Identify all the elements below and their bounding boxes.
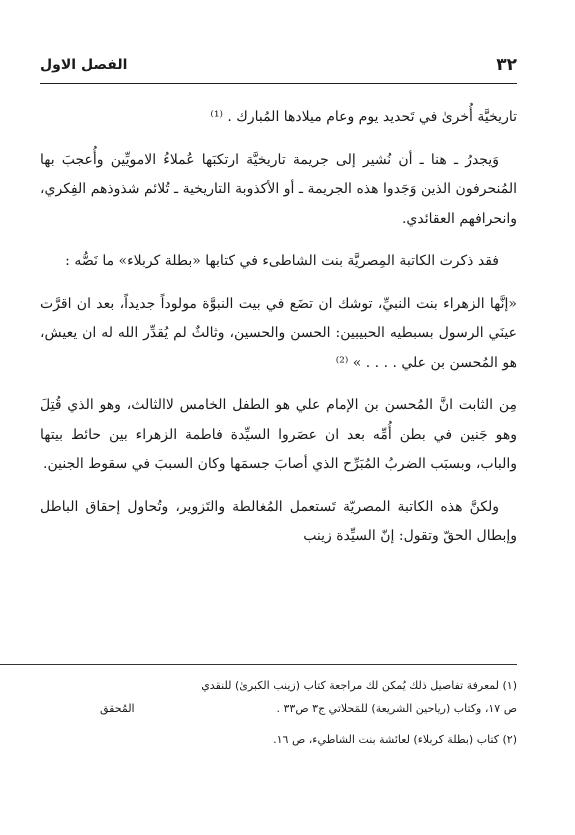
page-number: ٣٢ — [496, 55, 517, 75]
paragraph: مِن الثابت انَّ المُحسن بن الإمام علي هو الطفل الخامس لاالثالث، وهو الذي قُتِلَ وهو جَنين في بطن أُمِّه بعد ان عصَروا السيِّدة فاطمة الزهراء بين حائط بيتها والباب، وبسبَب الضربُ المُبَرِّح الذي أصابَ جسمَها وكان السببَ في سقوط الجنين. — [40, 397, 517, 472]
page-header — [40, 50, 517, 80]
footnote-1-line-2-text: ص ١٧، وكتاب (رياحين الشريعة) للمَحلاتي ج٣ ص٣٣ . — [276, 702, 517, 715]
main-text — [40, 103, 517, 565]
footnote-2: (٢) كتاب (بطلة كربلاء) لعائشة بنت الشاطيء، ص ١٦. — [273, 733, 517, 746]
footnote-1 — [40, 674, 517, 720]
chapter-title: الفصل الاول — [40, 57, 128, 73]
paragraph: فقد ذكرت الكاتبة المِصريَّة بنت الشاطىء في كتابها «بطلة كربلاء» ما نَصُّه : — [65, 253, 499, 269]
paragraph: وَيجدرُ ـ هنا ـ أن نُشير إلى جريمة تاريخيَّة ارتكبَها عُملاءُ الامويِّين وأُعجبَ بها المُنحرفون الذين وَجَدوا هذه الجريمة ـ أو الأكذوبة التاريخية ـ تُلائم شذوذهم الفِكري، وانحرافهم العقائدي. — [40, 151, 517, 227]
footnote-1-line-2 — [40, 697, 517, 720]
paragraph: تاريخيَّة أُخرىٰ في تَحديد يوم وعام ميلادها المُبارك . ⁽¹⁾ — [210, 109, 517, 125]
quotation-paragraph: «إنَّها الزهراء بنت النبيِّ، توشك ان تضَع في بيت النبوَّة مولوداً جديداً، بعد ان اقرَّت عينَي الرسول بسبطيه الحبيبين: الحسن والحسين، وثالثٌ لم يُقدِّر الله له ان يعيش، هو المُحسن بن علي . . . . » ⁽²⁾ — [40, 295, 517, 371]
footnote-divider — [0, 664, 517, 665]
header-divider — [40, 83, 517, 84]
paragraph: ولكنَّ هذه الكاتبة المصريّة تَستعمل المُغالطة والتَزوير، وتُحاول إحقاق الباطل وإبطال الحقّ وتقول: إنّ السيِّدة زينب — [40, 498, 517, 544]
footnotes — [40, 674, 517, 759]
footnote-1-line-1: (١) لمعرفة تفاصيل ذلك يُمكن لك مراجعة كتاب (زينب الكبرىٰ) للنقدي — [201, 679, 517, 692]
editor-signature: المُحقق — [100, 702, 135, 715]
